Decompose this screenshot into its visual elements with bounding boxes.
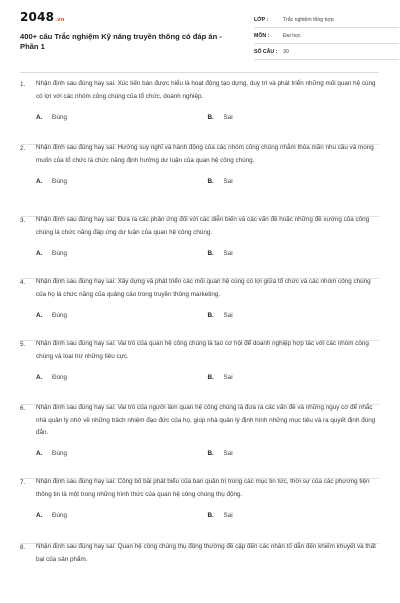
answer-options <box>36 508 379 522</box>
option-text: Đúng <box>52 511 68 519</box>
question-text: Nhận định sau đúng hay sai: Quan hệ công chúng thụ động thường đề cập đến các nhân tố dẫn đến khiếm khuyết và thất bại của sản phẩm. <box>36 543 376 563</box>
question-number: 5. <box>20 341 26 348</box>
document-meta <box>254 13 399 60</box>
question-text: Nhận định sau đúng hay sai: Vai trò của người làm quan hệ công chúng là đưa ra các vấn đề và những nguy cơ để nhắc nhà quản lý nhớ về những trách nhiệm đạo đức của họ, giúp nhà quản lý định hình những mục tiêu và ra quyết định đúng đắn. <box>36 404 376 436</box>
option-text: Đúng <box>52 177 68 185</box>
option-text: Đúng <box>52 373 68 381</box>
answer-option[interactable] <box>36 312 208 319</box>
option-letter: A. <box>36 373 43 381</box>
question-number: 3. <box>20 217 26 224</box>
option-letter: A. <box>36 511 43 519</box>
option-text: Đúng <box>52 249 68 257</box>
question-text: Nhận định sau đúng hay sai: Vai trò của quan hệ công chúng là tạo cơ hội để doanh nghiệp hợp tác với các nhóm công chúng và loại trừ những tiêu cực. <box>36 340 369 360</box>
answer-options <box>36 246 379 260</box>
meta-row-subject <box>254 29 399 44</box>
question-number: 8. <box>20 544 26 551</box>
option-text: Sai <box>223 249 233 257</box>
option-letter: A. <box>36 450 43 457</box>
question-text: Nhận định sau đúng hay sai: Hướng suy nghĩ và hành động của các nhóm công chúng nhằm thỏa mãn nhu cầu và mong muốn của tổ chức là chức năng định hướng dư luận của quan hệ công chúng. <box>36 144 374 164</box>
meta-row-class <box>254 13 399 28</box>
meta-label: LỚP : <box>254 17 269 23</box>
answer-option[interactable] <box>36 114 208 121</box>
meta-value: 30 <box>283 49 289 55</box>
option-letter: B. <box>207 113 214 121</box>
option-text: Sai <box>223 113 233 121</box>
question-text: Nhận định sau đúng hay sai: Xúc tiến bán được hiểu là hoạt động tạo dựng, duy trì và phát triển những mối quan hệ cùng có lợi với các nhóm công chúng của tổ chức, doanh nghiệp. <box>36 80 376 100</box>
question-item <box>20 405 379 479</box>
option-letter: A. <box>36 177 43 185</box>
question-number: 2. <box>20 145 26 152</box>
question-text: Nhận định sau đúng hay sai: Công bố bài phát biểu của ban quản trị trong các mục tin tức, thời sự của các phương tiện thông tin là một trong những hình thức của quan hệ công chúng thụ động. <box>36 478 370 498</box>
question-item <box>20 544 379 603</box>
answer-option[interactable] <box>208 374 380 381</box>
logo-domain: .vn <box>55 17 65 23</box>
answer-option[interactable] <box>208 312 380 319</box>
option-letter: A. <box>36 249 43 257</box>
question-number: 7. <box>20 479 26 486</box>
meta-label: SỐ CÂU : <box>254 49 278 55</box>
meta-label: MÔN : <box>254 33 270 39</box>
answer-option[interactable] <box>208 178 380 185</box>
option-letter: B. <box>207 177 214 185</box>
meta-value: Trắc nghiệm tổng hợp <box>283 17 334 23</box>
document-title: 400+ câu Trắc nghiệm Kỹ năng truyền thông có đáp án - Phần 1 <box>20 32 222 51</box>
meta-row-count <box>254 45 399 60</box>
answer-option[interactable] <box>208 450 380 457</box>
option-letter: A. <box>36 113 43 121</box>
answer-option[interactable] <box>36 450 208 457</box>
option-letter: A. <box>36 311 43 319</box>
option-text: Đúng <box>52 311 68 319</box>
question-item <box>20 145 379 217</box>
answer-options <box>36 174 379 188</box>
option-text: Sai <box>223 511 233 519</box>
option-letter: B. <box>207 450 214 457</box>
answer-option[interactable] <box>208 250 380 257</box>
question-text: Nhận định sau đúng hay sai: Xây dựng và phát triển các mối quan hệ cùng có lợi giữa tổ chức và các nhóm công chúng của họ là chức năng của quảng cáo trong truyền thông marketing. <box>36 278 371 298</box>
question-item <box>20 81 379 145</box>
question-item <box>20 279 379 341</box>
question-number: 6. <box>20 405 26 412</box>
answer-options <box>36 447 379 461</box>
answer-options <box>36 370 379 384</box>
site-logo[interactable] <box>20 10 65 24</box>
option-text: Đúng <box>52 450 68 457</box>
answer-option[interactable] <box>36 374 208 381</box>
answer-option[interactable] <box>208 114 380 121</box>
answer-option[interactable] <box>36 512 208 519</box>
option-letter: B. <box>207 311 214 319</box>
question-item <box>20 479 379 544</box>
option-text: Đúng <box>52 113 68 121</box>
logo-text: 2048 <box>20 10 55 24</box>
option-letter: B. <box>207 373 214 381</box>
question-item <box>20 217 379 279</box>
question-number: 1. <box>20 81 26 88</box>
meta-value: Đại học <box>283 33 301 39</box>
question-text: Nhận định sau đúng hay sai: Đưa ra các phản ứng đối với các diễn biến và các vấn đề hoặc những đề xướng của công chúng là chức năng đáp ứng dư luận của quan hệ công chúng. <box>36 216 370 236</box>
option-text: Sai <box>223 177 233 185</box>
option-text: Sai <box>223 311 233 319</box>
answer-option[interactable] <box>36 178 208 185</box>
answer-options <box>36 110 379 124</box>
answer-options <box>36 308 379 322</box>
option-letter: B. <box>207 249 214 257</box>
question-number: 4. <box>20 279 26 286</box>
option-text: Sai <box>223 450 233 457</box>
answer-option[interactable] <box>36 250 208 257</box>
option-letter: B. <box>207 511 214 519</box>
question-item <box>20 341 379 405</box>
answer-option[interactable] <box>208 512 380 519</box>
document-header <box>20 0 379 60</box>
option-text: Sai <box>223 373 233 381</box>
header-divider <box>20 72 379 73</box>
